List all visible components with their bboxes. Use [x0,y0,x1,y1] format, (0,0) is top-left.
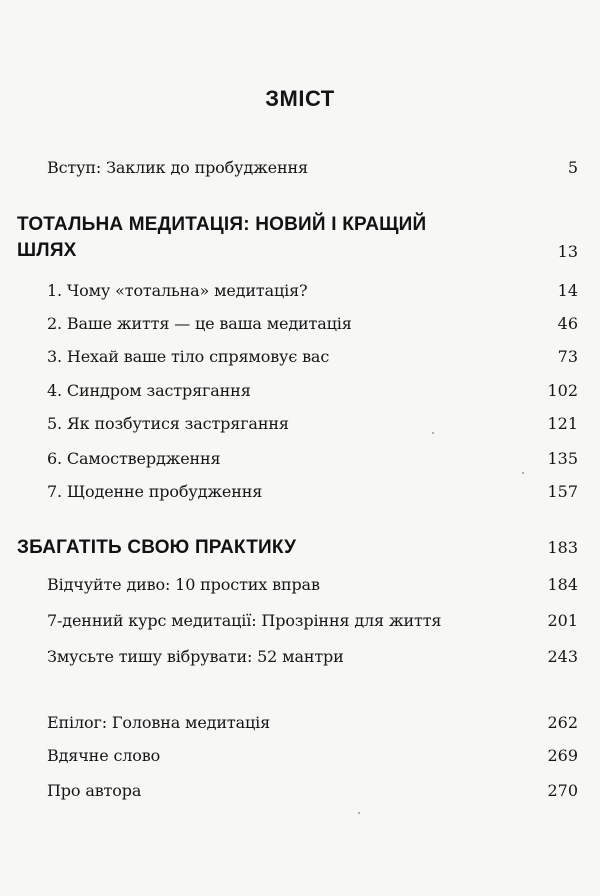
print-speck [358,812,360,814]
toc-entry-page: 270 [547,781,578,800]
toc-entry-label: Вступ: Заклик до пробудження [47,158,308,177]
toc-entry-page: 14 [557,281,578,300]
toc-entry-label: 5. Як позбутися застрягання [47,414,289,433]
toc-entry-page: 5 [567,158,578,177]
toc-entry-page: 201 [547,611,578,630]
toc-entry-practice-3[interactable] [0,647,600,675]
toc-entry-chapter-6[interactable] [0,449,600,477]
toc-entry-chapter-5[interactable] [0,414,600,442]
toc-entry-page: 243 [547,647,578,666]
toc-entry-practice-1[interactable] [0,575,600,603]
toc-entry-page: 184 [547,575,578,594]
section-heading-2-page: 183 [547,538,578,557]
toc-entry-label: Про автора [47,781,142,800]
print-speck [432,432,434,434]
toc-entry-label: Відчуйте диво: 10 простих вправ [47,575,320,594]
toc-entry-label: 1. Чому «тотальна» медитація? [47,281,308,300]
toc-entry-page: 121 [547,414,578,433]
section-heading-line-2: ШЛЯХ [17,240,77,261]
section-heading-1-page: 13 [557,242,578,261]
toc-entry-page: 269 [547,746,578,765]
section-heading-2[interactable]: ЗБАГАТІТЬ СВОЮ ПРАКТИКУ [17,537,297,558]
toc-entry-label: 6. Самоствердження [47,449,221,468]
toc-entry-label: Епілог: Головна медитація [47,713,271,732]
toc-entry-label: 7. Щоденне пробудження [47,482,263,501]
toc-entry-chapter-7[interactable] [0,482,600,510]
toc-entry-label: 4. Синдром застрягання [47,381,251,400]
toc-entry-chapter-3[interactable] [0,347,600,375]
toc-entry-label: 7-денний курс медитації: Прозріння для життя [47,611,442,630]
toc-entry-label: Змусьте тишу вібрувати: 52 мантри [47,647,344,666]
toc-entry-label: 3. Нехай ваше тіло спрямовує вас [47,347,330,366]
toc-entry-page: 157 [547,482,578,501]
toc-entry-page: 46 [557,314,578,333]
toc-entry-page: 262 [547,713,578,732]
toc-entry-chapter-4[interactable] [0,381,600,409]
toc-entry-practice-2[interactable] [0,611,600,639]
toc-entry-intro[interactable] [0,158,600,186]
toc-entry-acknowledgements[interactable] [0,746,600,774]
section-heading-line-1: ТОТАЛЬНА МЕДИТАЦІЯ: НОВИЙ І КРАЩИЙ [17,214,427,235]
page-title: ЗМІСТ [265,86,335,111]
toc-entry-chapter-2[interactable] [0,314,600,342]
toc-entry-page: 102 [547,381,578,400]
toc-entry-label: 2. Ваше життя — це ваша медитація [47,314,352,333]
print-speck [522,472,524,474]
toc-entry-page: 135 [547,449,578,468]
section-heading-1[interactable] [17,212,426,264]
toc-entry-label: Вдячне слово [47,746,161,765]
toc-entry-about-author[interactable] [0,781,600,809]
toc-entry-epilogue[interactable] [0,713,600,741]
toc-entry-chapter-1[interactable] [0,281,600,309]
toc-entry-page: 73 [557,347,578,366]
